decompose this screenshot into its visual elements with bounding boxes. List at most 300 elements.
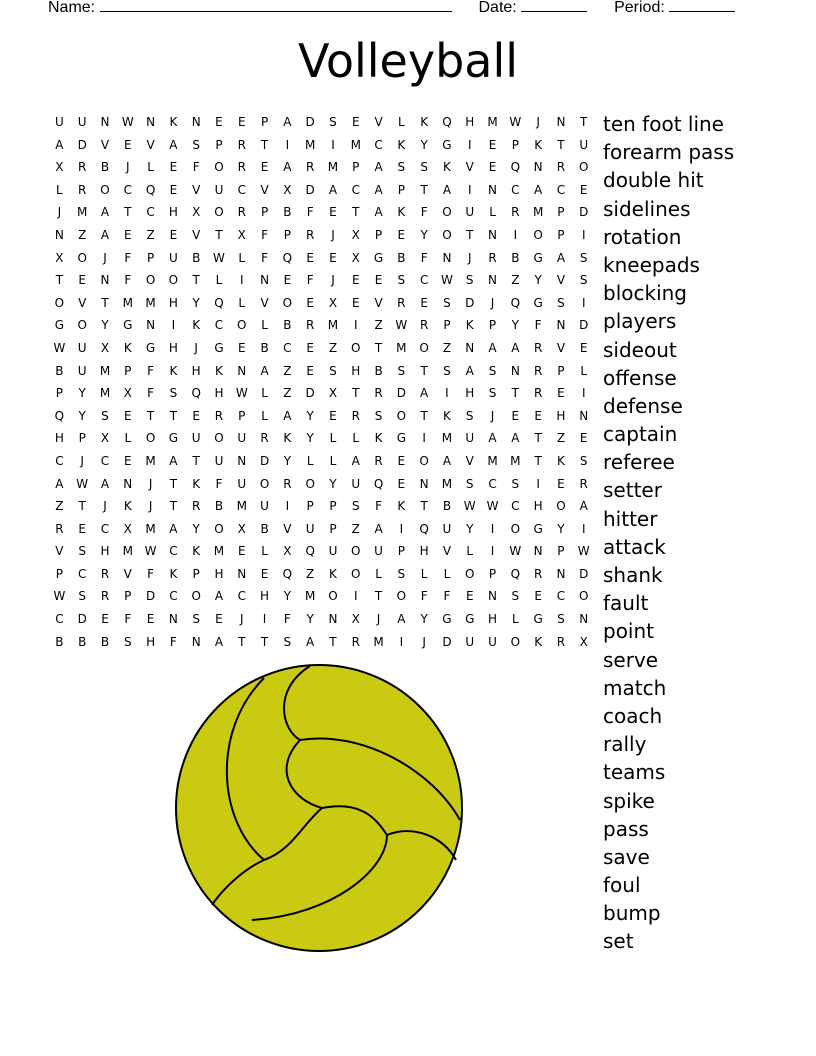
grid-letter[interactable]: M [532, 205, 544, 220]
grid-letter[interactable]: T [352, 386, 360, 401]
grid-letter[interactable]: E [306, 363, 314, 378]
grid-letter[interactable]: B [78, 634, 87, 649]
grid-letter[interactable]: N [533, 544, 543, 559]
grid-letter[interactable]: T [169, 499, 178, 514]
grid-letter[interactable]: O [145, 273, 156, 288]
grid-letter[interactable]: V [374, 115, 383, 129]
grid-letter[interactable]: G [214, 340, 224, 355]
grid-letter[interactable]: R [579, 476, 588, 491]
grid-letter[interactable]: P [260, 115, 269, 129]
grid-letter[interactable]: F [169, 634, 177, 649]
grid-letter[interactable]: N [100, 273, 110, 288]
grid-letter[interactable]: J [103, 250, 107, 265]
grid-letter[interactable]: S [397, 363, 406, 378]
grid-letter[interactable]: Q [510, 160, 521, 175]
date-field[interactable] [521, 0, 587, 12]
grid-letter[interactable]: K [169, 566, 178, 581]
grid-letter[interactable]: S [465, 476, 474, 491]
grid-letter[interactable]: R [533, 363, 543, 378]
grid-letter[interactable]: X [55, 160, 64, 175]
grid-letter[interactable]: N [579, 408, 589, 423]
grid-letter[interactable]: M [145, 453, 156, 468]
grid-letter[interactable]: K [397, 137, 406, 152]
grid-letter[interactable]: Q [191, 386, 201, 401]
grid-letter[interactable]: A [306, 634, 315, 649]
grid-letter[interactable]: M [99, 363, 111, 378]
grid-letter[interactable]: C [237, 182, 246, 197]
grid-letter[interactable]: H [168, 295, 178, 310]
grid-letter[interactable]: U [488, 634, 497, 649]
grid-letter[interactable]: X [328, 295, 338, 310]
grid-letter[interactable]: A [465, 363, 474, 378]
grid-letter[interactable]: I [399, 521, 404, 536]
grid-letter[interactable]: C [511, 499, 520, 514]
grid-letter[interactable]: O [214, 431, 224, 446]
grid-letter[interactable]: A [351, 453, 360, 468]
grid-letter[interactable]: N [488, 227, 498, 242]
grid-letter[interactable]: D [77, 137, 87, 152]
grid-letter[interactable]: B [374, 363, 383, 378]
grid-letter[interactable]: C [100, 453, 110, 468]
grid-letter[interactable]: O [100, 182, 110, 197]
grid-letter[interactable]: T [534, 453, 542, 468]
grid-letter[interactable]: U [465, 205, 475, 220]
grid-letter[interactable]: X [579, 634, 588, 649]
grid-letter[interactable]: K [169, 115, 178, 129]
grid-letter[interactable]: C [123, 182, 132, 197]
grid-letter[interactable]: N [579, 612, 589, 627]
grid-letter[interactable]: Q [510, 566, 521, 581]
grid-letter[interactable]: A [556, 250, 566, 265]
grid-letter[interactable]: N [488, 273, 498, 288]
grid-letter[interactable]: N [123, 476, 133, 491]
grid-letter[interactable]: N [556, 115, 566, 129]
grid-letter[interactable]: I [285, 137, 290, 152]
grid-letter[interactable]: O [442, 227, 452, 242]
grid-letter[interactable]: A [534, 182, 543, 197]
grid-letter[interactable]: I [513, 227, 518, 242]
grid-letter[interactable]: U [55, 115, 64, 129]
grid-letter[interactable]: V [465, 160, 474, 175]
grid-letter[interactable]: E [169, 182, 178, 197]
grid-letter[interactable]: A [420, 386, 429, 401]
grid-letter[interactable]: A [169, 453, 178, 468]
grid-letter[interactable]: T [169, 476, 178, 491]
grid-letter[interactable]: C [146, 205, 155, 220]
grid-letter[interactable]: Z [283, 386, 292, 401]
grid-letter[interactable]: H [488, 612, 498, 627]
grid-letter[interactable]: Z [283, 363, 292, 378]
grid-letter[interactable]: E [123, 408, 132, 423]
grid-letter[interactable]: F [147, 386, 155, 401]
grid-letter[interactable]: Q [510, 295, 521, 310]
grid-letter[interactable]: E [215, 612, 223, 627]
grid-letter[interactable]: E [534, 589, 542, 604]
grid-letter[interactable]: P [557, 205, 565, 220]
grid-letter[interactable]: U [465, 634, 475, 649]
grid-letter[interactable]: S [374, 408, 383, 423]
grid-letter[interactable]: G [145, 340, 156, 355]
grid-letter[interactable]: L [238, 295, 246, 310]
grid-letter[interactable]: J [422, 634, 426, 649]
grid-letter[interactable]: M [487, 453, 498, 468]
grid-letter[interactable]: S [579, 273, 588, 288]
grid-letter[interactable]: U [168, 250, 178, 265]
grid-letter[interactable]: E [579, 182, 588, 197]
grid-letter[interactable]: T [374, 340, 383, 355]
grid-letter[interactable]: L [329, 453, 337, 468]
grid-letter[interactable]: Q [282, 566, 293, 581]
grid-letter[interactable]: T [260, 137, 269, 152]
grid-letter[interactable]: W [463, 499, 476, 514]
grid-letter[interactable]: E [78, 521, 86, 536]
grid-letter[interactable]: C [374, 137, 383, 152]
grid-letter[interactable]: B [283, 318, 292, 333]
grid-letter[interactable]: Y [511, 318, 519, 333]
grid-letter[interactable]: B [260, 340, 269, 355]
grid-letter[interactable]: A [579, 499, 588, 514]
grid-letter[interactable]: T [101, 295, 109, 310]
grid-letter[interactable]: P [306, 499, 314, 514]
grid-letter[interactable]: A [374, 160, 383, 175]
grid-letter[interactable]: G [533, 521, 543, 536]
grid-letter[interactable]: A [442, 453, 452, 468]
grid-letter[interactable]: T [192, 453, 200, 468]
grid-letter[interactable]: I [331, 137, 335, 152]
grid-letter[interactable]: O [214, 205, 224, 220]
grid-letter[interactable]: E [123, 137, 132, 152]
grid-letter[interactable]: P [283, 227, 291, 242]
grid-letter[interactable]: J [536, 115, 540, 129]
grid-letter[interactable]: C [169, 589, 178, 604]
grid-letter[interactable]: S [579, 453, 588, 468]
grid-letter[interactable]: P [443, 318, 451, 333]
grid-letter[interactable]: V [260, 295, 269, 310]
grid-letter[interactable]: T [420, 363, 428, 378]
grid-letter[interactable]: R [419, 318, 429, 333]
grid-letter[interactable]: R [283, 476, 292, 491]
grid-letter[interactable]: L [124, 431, 132, 446]
grid-letter[interactable]: X [55, 250, 64, 265]
grid-letter[interactable]: K [534, 634, 543, 649]
grid-letter[interactable]: J [467, 250, 472, 265]
grid-letter[interactable]: O [510, 521, 521, 536]
grid-letter[interactable]: S [78, 544, 86, 559]
grid-letter[interactable]: E [557, 476, 565, 491]
grid-letter[interactable]: K [397, 205, 406, 220]
grid-letter[interactable]: M [99, 386, 111, 401]
grid-letter[interactable]: E [329, 205, 337, 220]
grid-letter[interactable]: R [237, 160, 246, 175]
grid-letter[interactable]: T [124, 205, 132, 220]
grid-letter[interactable]: E [557, 386, 565, 401]
grid-letter[interactable]: B [511, 250, 520, 265]
grid-letter[interactable]: E [351, 273, 360, 288]
grid-letter[interactable]: P [557, 363, 565, 378]
grid-letter[interactable]: H [351, 363, 361, 378]
grid-letter[interactable]: M [122, 295, 133, 310]
grid-letter[interactable]: A [488, 431, 497, 446]
grid-letter[interactable]: S [192, 612, 200, 627]
grid-letter[interactable]: S [557, 295, 565, 310]
grid-letter[interactable]: L [511, 612, 519, 627]
grid-letter[interactable]: N [146, 318, 156, 333]
grid-letter[interactable]: F [124, 612, 132, 627]
grid-letter[interactable]: T [374, 589, 383, 604]
grid-letter[interactable]: Z [511, 273, 520, 288]
grid-letter[interactable]: I [445, 386, 449, 401]
grid-letter[interactable]: E [123, 453, 132, 468]
grid-letter[interactable]: Y [101, 318, 109, 333]
grid-letter[interactable]: G [373, 250, 384, 265]
grid-letter[interactable]: E [146, 612, 155, 627]
grid-letter[interactable]: O [145, 431, 156, 446]
grid-letter[interactable]: B [55, 363, 64, 378]
grid-letter[interactable]: G [442, 612, 452, 627]
grid-letter[interactable]: F [306, 205, 314, 220]
grid-letter[interactable]: N [465, 340, 475, 355]
grid-letter[interactable]: A [100, 205, 110, 220]
grid-letter[interactable]: J [103, 499, 107, 514]
grid-letter[interactable]: J [57, 205, 62, 220]
grid-letter[interactable]: K [329, 566, 337, 581]
grid-letter[interactable]: I [353, 318, 358, 333]
grid-letter[interactable]: K [465, 318, 474, 333]
grid-letter[interactable]: Q [282, 250, 293, 265]
grid-letter[interactable]: H [191, 363, 201, 378]
grid-letter[interactable]: R [351, 408, 360, 423]
grid-letter[interactable]: F [124, 273, 132, 288]
grid-letter[interactable]: R [556, 160, 566, 175]
grid-letter[interactable]: L [261, 318, 268, 333]
grid-letter[interactable]: J [194, 340, 198, 355]
grid-letter[interactable]: S [443, 295, 451, 310]
grid-letter[interactable]: N [191, 115, 201, 129]
grid-letter[interactable]: J [490, 408, 495, 423]
grid-letter[interactable]: K [420, 115, 429, 129]
grid-letter[interactable]: C [100, 521, 110, 536]
grid-letter[interactable]: O [533, 227, 543, 242]
grid-letter[interactable]: E [329, 250, 337, 265]
grid-letter[interactable]: I [285, 499, 290, 514]
grid-letter[interactable]: U [214, 453, 224, 468]
grid-letter[interactable]: C [237, 589, 246, 604]
grid-letter[interactable]: O [214, 160, 224, 175]
grid-letter[interactable]: W [121, 115, 134, 129]
grid-letter[interactable]: T [55, 273, 64, 288]
grid-letter[interactable]: K [397, 499, 406, 514]
grid-letter[interactable]: W [53, 589, 66, 604]
grid-letter[interactable]: B [100, 634, 110, 649]
grid-letter[interactable]: F [261, 250, 269, 265]
grid-letter[interactable]: P [55, 386, 64, 401]
grid-letter[interactable]: K [192, 318, 201, 333]
grid-letter[interactable]: S [192, 137, 200, 152]
grid-letter[interactable]: O [396, 408, 407, 423]
grid-letter[interactable]: I [581, 521, 586, 536]
grid-letter[interactable]: K [192, 476, 201, 491]
grid-letter[interactable]: R [351, 634, 360, 649]
grid-letter[interactable]: F [147, 363, 155, 378]
grid-letter[interactable]: T [534, 431, 542, 446]
grid-letter[interactable]: P [557, 227, 565, 242]
grid-letter[interactable]: P [192, 566, 200, 581]
grid-letter[interactable]: N [237, 453, 247, 468]
name-field[interactable] [100, 0, 452, 12]
grid-letter[interactable]: X [351, 227, 360, 242]
grid-letter[interactable]: U [579, 137, 589, 152]
grid-letter[interactable]: S [397, 566, 406, 581]
grid-letter[interactable]: P [488, 566, 497, 581]
grid-letter[interactable]: O [54, 295, 65, 310]
grid-letter[interactable]: Y [283, 453, 292, 468]
grid-letter[interactable]: M [213, 544, 225, 559]
grid-letter[interactable]: A [55, 476, 64, 491]
grid-letter[interactable]: R [305, 318, 315, 333]
grid-letter[interactable]: X [192, 205, 201, 220]
grid-letter[interactable]: H [168, 340, 178, 355]
grid-letter[interactable]: O [328, 589, 338, 604]
grid-letter[interactable]: D [442, 634, 452, 649]
grid-letter[interactable]: P [374, 227, 383, 242]
grid-letter[interactable]: W [76, 476, 89, 491]
grid-letter[interactable]: M [145, 295, 156, 310]
grid-letter[interactable]: V [442, 544, 452, 559]
grid-letter[interactable]: A [374, 205, 383, 220]
grid-letter[interactable]: P [329, 499, 337, 514]
grid-letter[interactable]: Y [78, 408, 86, 423]
grid-letter[interactable]: T [420, 182, 428, 197]
grid-letter[interactable]: S [511, 589, 520, 604]
grid-letter[interactable]: Z [442, 340, 452, 355]
grid-letter[interactable]: S [420, 160, 428, 175]
grid-letter[interactable]: T [557, 137, 565, 152]
grid-letter[interactable]: U [465, 431, 475, 446]
grid-letter[interactable]: Q [54, 408, 65, 423]
grid-letter[interactable]: G [533, 250, 543, 265]
grid-letter[interactable]: E [283, 273, 292, 288]
grid-letter[interactable]: G [465, 612, 475, 627]
grid-letter[interactable]: L [261, 386, 268, 401]
grid-letter[interactable]: V [260, 182, 269, 197]
grid-letter[interactable]: O [259, 476, 270, 491]
grid-letter[interactable]: H [100, 544, 110, 559]
grid-letter[interactable]: N [237, 566, 247, 581]
grid-letter[interactable]: U [260, 499, 269, 514]
grid-letter[interactable]: H [260, 589, 270, 604]
grid-letter[interactable]: C [488, 476, 497, 491]
grid-letter[interactable]: Y [466, 521, 474, 536]
grid-letter[interactable]: N [442, 250, 452, 265]
grid-letter[interactable]: O [168, 273, 179, 288]
grid-letter[interactable]: Z [328, 340, 338, 355]
grid-letter[interactable]: M [441, 431, 453, 446]
grid-letter[interactable]: X [123, 521, 132, 536]
grid-letter[interactable]: L [215, 273, 223, 288]
grid-letter[interactable]: E [579, 431, 588, 446]
grid-letter[interactable]: Z [55, 499, 64, 514]
grid-letter[interactable]: E [260, 566, 269, 581]
grid-letter[interactable]: H [465, 115, 475, 129]
grid-letter[interactable]: L [261, 408, 268, 423]
grid-letter[interactable]: L [329, 431, 337, 446]
grid-letter[interactable]: O [579, 160, 589, 175]
grid-letter[interactable]: X [283, 544, 292, 559]
grid-letter[interactable]: N [100, 115, 110, 129]
grid-letter[interactable]: R [214, 408, 224, 423]
grid-letter[interactable]: K [283, 431, 292, 446]
period-field[interactable] [669, 0, 735, 12]
grid-letter[interactable]: Q [442, 115, 452, 129]
grid-letter[interactable]: N [556, 566, 566, 581]
grid-letter[interactable]: P [329, 521, 337, 536]
grid-letter[interactable]: N [556, 318, 566, 333]
grid-letter[interactable]: R [305, 227, 315, 242]
grid-letter[interactable]: C [283, 340, 292, 355]
grid-letter[interactable]: U [191, 431, 201, 446]
grid-letter[interactable]: S [283, 634, 292, 649]
grid-letter[interactable]: Z [146, 227, 155, 242]
grid-letter[interactable]: R [100, 589, 110, 604]
grid-letter[interactable]: N [488, 182, 498, 197]
grid-letter[interactable]: N [146, 115, 156, 129]
grid-letter[interactable]: S [465, 273, 474, 288]
grid-letter[interactable]: H [214, 566, 224, 581]
grid-letter[interactable]: N [54, 227, 64, 242]
grid-letter[interactable]: O [282, 295, 293, 310]
grid-letter[interactable]: A [283, 408, 292, 423]
grid-letter[interactable]: S [488, 386, 497, 401]
grid-letter[interactable]: I [467, 182, 472, 197]
grid-letter[interactable]: F [192, 160, 200, 175]
grid-letter[interactable]: O [579, 589, 589, 604]
grid-letter[interactable]: T [352, 205, 360, 220]
grid-letter[interactable]: F [375, 499, 382, 514]
grid-letter[interactable]: T [329, 634, 337, 649]
grid-letter[interactable]: V [556, 340, 566, 355]
grid-letter[interactable]: O [351, 340, 361, 355]
grid-letter[interactable]: Z [556, 431, 566, 446]
grid-letter[interactable]: B [214, 499, 224, 514]
grid-letter[interactable]: E [306, 250, 314, 265]
grid-letter[interactable]: F [306, 273, 314, 288]
grid-letter[interactable]: R [533, 386, 543, 401]
grid-letter[interactable]: K [123, 340, 132, 355]
grid-letter[interactable]: R [78, 182, 87, 197]
grid-letter[interactable]: C [78, 566, 87, 581]
grid-letter[interactable]: E [237, 340, 246, 355]
grid-letter[interactable]: M [77, 205, 88, 220]
grid-letter[interactable]: F [443, 589, 451, 604]
grid-letter[interactable]: H [419, 544, 429, 559]
grid-letter[interactable]: M [145, 521, 156, 536]
grid-letter[interactable]: I [262, 612, 267, 627]
grid-letter[interactable]: S [579, 250, 588, 265]
grid-letter[interactable]: Z [374, 318, 383, 333]
grid-letter[interactable]: R [100, 566, 110, 581]
grid-letter[interactable]: E [329, 408, 337, 423]
grid-letter[interactable]: E [374, 273, 383, 288]
grid-letter[interactable]: A [283, 115, 292, 129]
grid-letter[interactable]: T [146, 408, 155, 423]
grid-letter[interactable]: F [261, 227, 269, 242]
grid-letter[interactable]: M [304, 137, 316, 152]
grid-letter[interactable]: W [213, 250, 225, 265]
grid-letter[interactable]: A [374, 521, 383, 536]
grid-letter[interactable]: C [169, 544, 178, 559]
grid-letter[interactable]: V [146, 137, 155, 152]
grid-letter[interactable]: E [579, 340, 588, 355]
